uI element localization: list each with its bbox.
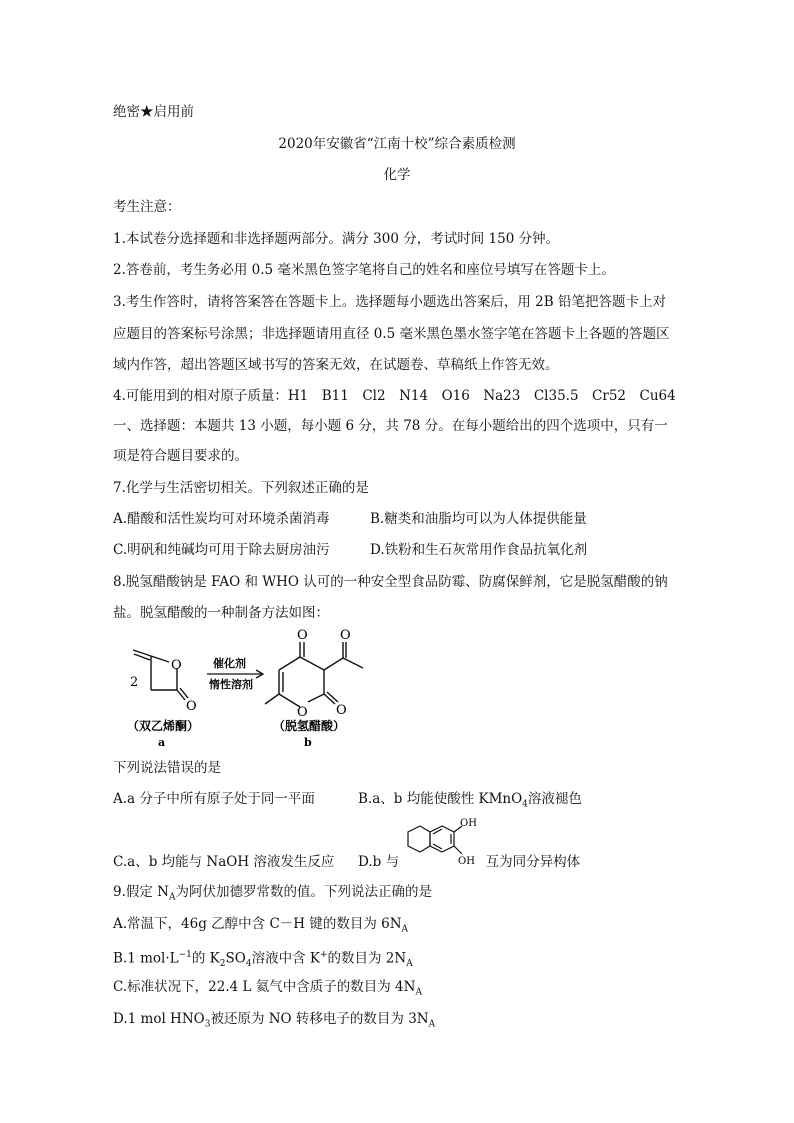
b-oxygen-top: O (297, 628, 308, 643)
q8-option-c: C.a、b 均能与 NaOH 溶液发生反应 (113, 854, 335, 870)
notice-item: 域内作答，超出答题区域书写的答案无效，在试题卷、草稿纸上作答无效。 (113, 357, 559, 373)
oh-bottom: OH (458, 856, 475, 867)
q7-option-c: C.明矾和纯碱均可用于除去厨房油污 (113, 542, 330, 558)
carbonyl-oxygen: O (186, 699, 197, 714)
q8-option-b: B.a、b 均能使酸性 KMnO$_4$溶液褪色 (358, 791, 582, 810)
q7-option-d: D.铁粉和生石灰常用作食品抗氧化剂 (370, 542, 588, 558)
notice-item: 应题目的答案标号涂黑；非选择题请用直径 0.5 毫米黑色墨水签字笔在答题卡上各题的答题区 (113, 326, 670, 342)
q8-stem: 8.脱氢醋酸钠是 FAO 和 WHO 认可的一种安全型食品防霉、防腐保鲜剂，它是脱氢醋酸的钠 (113, 574, 668, 590)
b-ring-oxygen: O (297, 705, 308, 720)
compound-b-name: （脱氢醋酸） (273, 719, 346, 733)
notice-item: 2.答卷前，考生务必用 0.5 毫米黑色签字笔将自己的姓名和座位号填写在答题卡上。 (113, 262, 615, 278)
q7-stem: 7.化学与生活密切相关。下列叙述正确的是 (113, 480, 369, 496)
q8-option-d: D.b 与 互为同分异构体 (358, 854, 581, 870)
b-carbonyl-oxygen: O (336, 703, 347, 718)
isomer-structure (398, 814, 478, 872)
q9-option-d: D.1 mol $HNO_3$被还原为 NO 转移电子的数目为 $3N_A$ (113, 1011, 436, 1030)
q8-stem-cont: 盐。脱氢醋酸的一种制备方法如图： (113, 605, 329, 621)
q7-option-b: B.糖类和油脂均可以为人体提供能量 (370, 511, 587, 527)
q8-sub-stem: 下列说法错误的是 (113, 760, 221, 776)
notice-item: 4.可能用到的相对原子质量：H1 B11 Cl2 N14 O16 Na23 Cl35.5 Cr52 Cu64 (113, 388, 676, 404)
oh-top: OH (460, 818, 477, 829)
compound-b-label: b (304, 736, 312, 749)
section-heading-cont: 项是符合题目要求的。 (113, 448, 248, 464)
compound-a-label: a (158, 736, 166, 749)
q9-option-c: C.标准状况下，22.4 L 氦气中含质子的数目为 $4N_A$ (113, 979, 422, 998)
exam-title: 2020年安徽省“江南十校”综合素质检测 (278, 136, 516, 152)
notice-item: 3.考生作答时，请将答案答在答题卡上。选择题每小题选出答案后，用 2B 铅笔把答题卡上对 (113, 294, 666, 310)
dehydroacetic-acid-structure (265, 642, 363, 707)
arrow-catalyst: 催化剂 (213, 657, 246, 670)
secret-label: 绝密★启用前 (113, 104, 194, 120)
section-heading: 一、选择题：本题共 13 小题，每小题 6 分，共 78 分。在每小题给出的四个选项中，只有一 (113, 418, 668, 434)
b-oxygen-acetyl: O (340, 628, 351, 643)
coefficient: 2 (130, 675, 139, 690)
reaction-arrow (207, 670, 263, 678)
arrow-solvent: 惰性溶剂 (209, 678, 253, 691)
q9-option-a: A.常温下，46g 乙醇中含 C－H 键的数目为 $6N_A$ (113, 916, 409, 935)
compound-a-name: （双乙烯酮） (127, 719, 200, 733)
q9-option-b: B.1 $mol\cdot L^{-1}$的 $K_2SO_4$溶液中含 K+的数目为 $2N_A$ (113, 950, 413, 970)
q8-option-a: A.a 分子中所有原子处于同一平面 (113, 791, 315, 807)
ring-oxygen: O (171, 658, 182, 673)
q9-stem: 9.假定 $N_A$为阿伏加德罗常数的值。下列说法正确的是 (113, 884, 432, 903)
notice-heading: 考生注意： (113, 199, 181, 215)
subject-title: 化学 (383, 167, 411, 183)
reaction-scheme (113, 624, 403, 754)
q7-option-a: A.醋酸和活性炭均可对环境杀菌消毒 (113, 511, 330, 527)
notice-item: 1.本试卷分选择题和非选择题两部分。满分 300 分，考试时间 150 分钟。 (113, 231, 560, 247)
